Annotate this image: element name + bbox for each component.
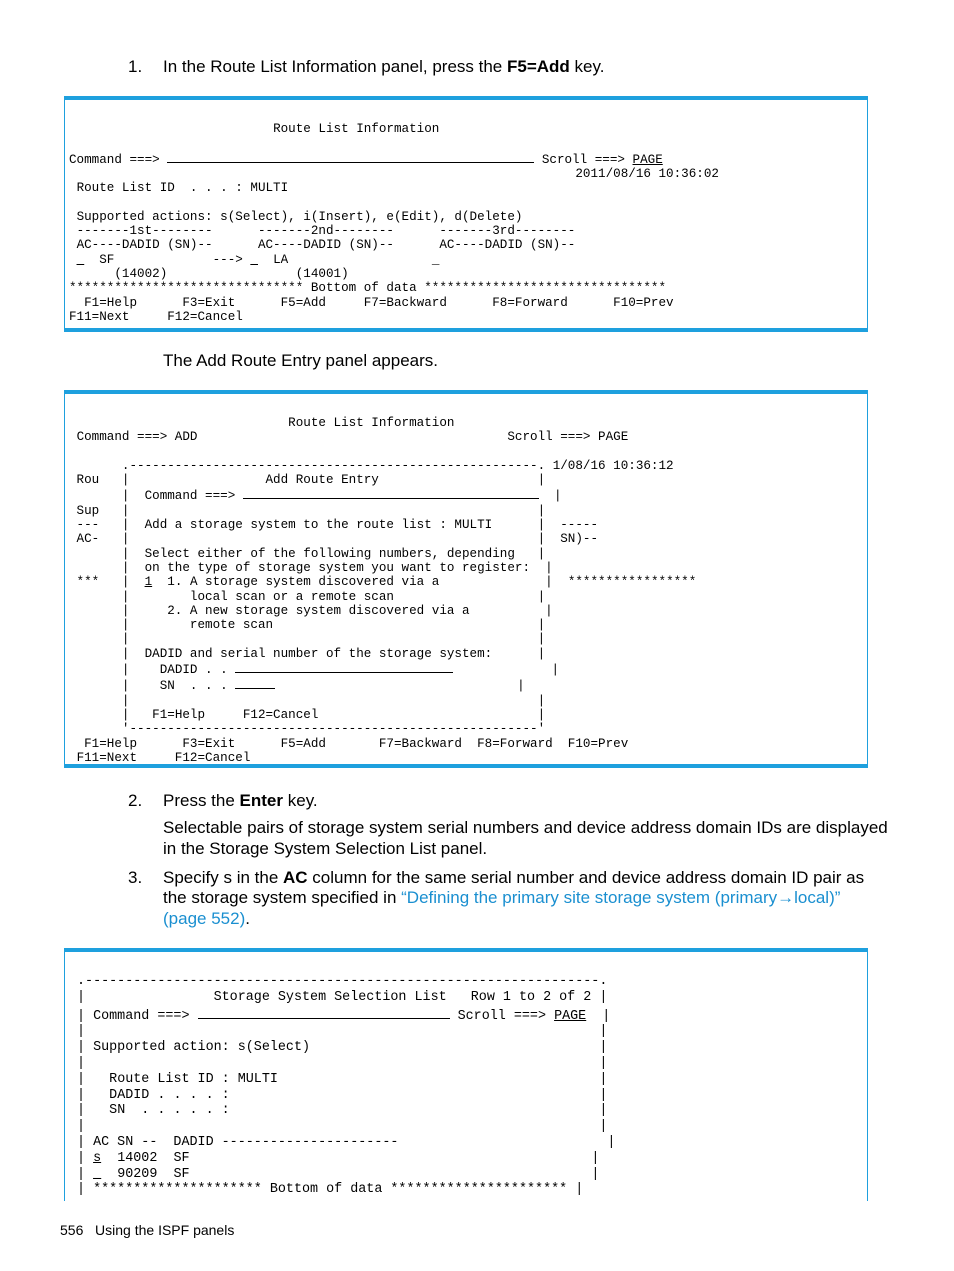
- period: .: [245, 909, 250, 928]
- function-keys-2: F11=Next F12=Cancel: [76, 750, 251, 765]
- bottom-of-data: ******************************* Bottom of data ********************************: [69, 281, 667, 296]
- after-step-2-line-1: Selectable pairs of storage system serial numbers and device address domain IDs are displayed: [163, 818, 888, 837]
- select-line-1: Select either of the following numbers, depending: [144, 546, 515, 561]
- after-step-1: The Add Route Entry panel appears.: [163, 351, 439, 370]
- ac-input-row-2[interactable]: _: [93, 1166, 102, 1182]
- date: 1/08/16 10:36:12: [552, 458, 674, 473]
- scroll-line: Scroll ===> PAGE: [507, 430, 629, 445]
- command-input[interactable]: [167, 151, 534, 163]
- scroll-value[interactable]: PAGE: [632, 152, 663, 167]
- column-headers-1: -------1st-------- -------2nd-------- -------3rd--------: [76, 224, 576, 239]
- add-line: Add a storage system to the route list : MULTI: [144, 518, 493, 533]
- popup-function-keys: F1=Help F12=Cancel: [152, 707, 319, 722]
- bottom-of-data: ********************* Bottom of data **********************: [93, 1182, 568, 1198]
- sn-label: SN . . .: [159, 679, 228, 694]
- command-input[interactable]: [198, 1006, 450, 1019]
- storage-selection-panel: [64, 948, 868, 1201]
- page-number: 556: [60, 1222, 84, 1238]
- route-list-id: Route List ID . . . : MULTI: [76, 181, 289, 196]
- step-3-line-3: [163, 908, 250, 929]
- dadid-label: DADID . . . . :: [109, 1087, 230, 1103]
- dadid-sn-label: DADID and serial number of the storage system:: [144, 646, 493, 661]
- dadid-input[interactable]: [235, 661, 453, 673]
- step-3-text: the storage system specified in: [163, 888, 402, 907]
- ac-input-1[interactable]: _: [76, 252, 85, 267]
- step-number: 3.: [128, 868, 143, 887]
- list-row-1: 14002 SF: [117, 1150, 190, 1166]
- route-list-id: Route List ID : MULTI: [109, 1071, 278, 1087]
- dadid-label: DADID . .: [159, 663, 228, 678]
- section-title: Using the ISPF panels: [95, 1222, 235, 1238]
- key-name: F5=Add: [506, 57, 570, 76]
- scroll-value[interactable]: PAGE: [554, 1008, 587, 1024]
- step-text-end: key.: [569, 57, 605, 76]
- panel-screen: Route List Information Command ===> ADD Scroll ===> PAGE .------------------------------------------------------. 1/08/16 10:36:12 Rou | Add Route Entry | | Command ===> | Sup | | --- | Add a storage system to the route list : MULTI | ----- AC- | | SN)-- | Select either of the following numbers, depending | | on the type of storage system you want to register: | *** | 1 1. A storage system discovered via a | ***************** | local scan or a remote scan | | 2. A new storage system discovered via a | | remote scan | | | | DADID and serial number of the storage system: | | DADID . . | | SN . . . | | | | F1=Help F12=Cancel | '------------------------------------------------------' F1=Help F3=Exit F5=Add F7=Backward F8=Forward F10=Prev F11=Next F12=Cancel: [76, 416, 697, 765]
- popup-command-label: Command ===>: [144, 489, 236, 504]
- step-text-end: key.: [283, 791, 318, 810]
- function-keys-1: F1=Help F3=Exit F5=Add F7=Backward F8=Forward F10=Prev: [69, 295, 674, 310]
- step-text: Press the: [163, 791, 240, 810]
- page-reference-link[interactable]: (page 552): [163, 909, 246, 928]
- serial-row: (14002) (14001): [114, 266, 349, 281]
- command-label: Command ===>: [93, 1008, 190, 1024]
- select-line-2: on the type of storage system you want to register:: [144, 560, 531, 575]
- sn-label: SN . . . . . :: [109, 1103, 230, 1119]
- option-1: 1. A storage system discovered via a: [167, 575, 440, 590]
- option-1-cont: local scan or a remote scan: [189, 589, 394, 604]
- dadid-sf: SF: [99, 252, 115, 267]
- route-list-panel: [64, 96, 868, 332]
- panel-screen: [69, 122, 719, 324]
- command-label: Command ===>: [69, 152, 160, 167]
- panel-title: Route List Information: [273, 122, 440, 136]
- option-2: 2. A new storage system discovered via a: [167, 603, 470, 618]
- function-keys-1: F1=Help F3=Exit F5=Add F7=Backward F8=Forward F10=Prev: [76, 736, 629, 751]
- step-number: 1.: [128, 57, 143, 76]
- ac-input-row-1[interactable]: s: [93, 1150, 102, 1166]
- step-text-end: column for the same serial number and device address domain ID pair as: [307, 868, 865, 887]
- dadid-la: LA: [273, 252, 289, 267]
- key-name: Enter: [239, 791, 284, 810]
- panel-title: Route List Information: [288, 416, 455, 430]
- step-text: In the Route List Information panel, press the: [163, 57, 507, 76]
- arrow: --->: [212, 252, 243, 267]
- ac-input-2[interactable]: _: [250, 252, 258, 267]
- sn-input[interactable]: [235, 677, 275, 689]
- page-footer: [60, 1222, 234, 1238]
- cross-reference-link[interactable]: “Defining the primary site storage system (primary→local)”: [401, 888, 841, 907]
- popup-command-input[interactable]: [243, 487, 539, 499]
- step-number: 2.: [128, 791, 143, 810]
- step-3-line-2: [163, 887, 840, 908]
- after-step-2-line-2: in the Storage System Selection List panel.: [163, 839, 488, 858]
- option-2-cont: remote scan: [189, 618, 274, 633]
- panel-title: Storage System Selection List Row 1 to 2 of 2: [213, 989, 592, 1005]
- ac-input-3[interactable]: _: [431, 252, 440, 267]
- popup-title: Add Route Entry: [265, 473, 379, 488]
- supported-action: Supported action: s(Select): [93, 1040, 311, 1056]
- step-text: Specify s in the: [163, 868, 284, 887]
- list-row-2: 90209 SF: [117, 1166, 190, 1182]
- key-name: AC: [283, 868, 308, 887]
- scroll-label: Scroll ===>: [541, 152, 625, 167]
- timestamp: 2011/08/16 10:36:02: [575, 166, 719, 181]
- supported-actions: Supported actions: s(Select), i(Insert), e(Edit), d(Delete): [76, 209, 523, 224]
- function-keys-2: F11=Next F12=Cancel: [69, 309, 243, 324]
- option-input[interactable]: 1: [144, 575, 153, 590]
- add-route-entry-panel: [64, 390, 868, 768]
- list-header: AC SN -- DADID ----------------------: [93, 1134, 399, 1150]
- scroll-label: Scroll ===>: [457, 1008, 547, 1024]
- column-headers-2: AC----DADID (SN)-- AC----DADID (SN)-- AC----DADID (SN)--: [76, 238, 576, 253]
- command-line: Command ===> ADD: [76, 430, 198, 445]
- panel-screen: .----------------------------------------------------------------. | Storage System Selection List Row 1 to 2 of 2 | | Command ===> Scroll ===> PAGE | | | | Supported action: s(Select) | | | | Route List ID : MULTI | | DADID . . . . : | | SN . . . . . : | | | | AC SN -- DADID ---------------------- | | s 14002 SF | | _ 90209 SF | | ********************* Bottom of data ********************** |: [77, 974, 616, 1198]
